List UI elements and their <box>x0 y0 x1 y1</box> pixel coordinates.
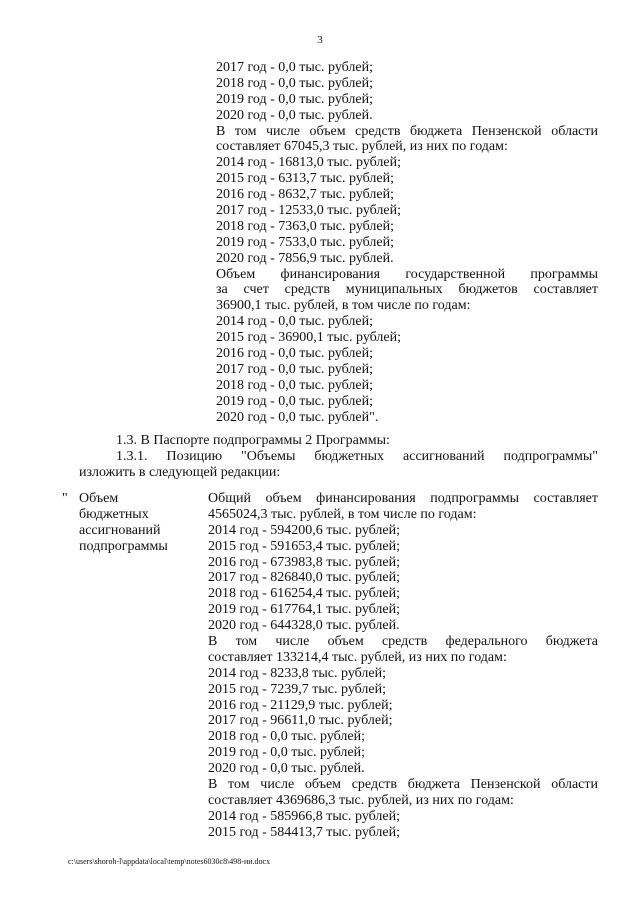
year-line: 2018 год - 0,0 тыс. рублей; <box>216 75 374 91</box>
paragraph-line: составляет 67045,3 тыс. рублей, из них по годам: <box>216 139 508 155</box>
subsection-instruction <box>79 449 598 465</box>
regional-budget-paragraph <box>216 124 598 156</box>
open-quote: " <box>62 491 68 506</box>
year-line: 2014 год - 0,0 тыс. рублей; <box>216 314 374 330</box>
paragraph-line: составляет 4369686,3 тыс. рублей, из них по годам: <box>208 792 514 808</box>
year-line: 2014 год - 16813,0 тыс. рублей; <box>216 155 402 171</box>
budget-allocation-label <box>79 491 189 555</box>
paragraph-line: Объем финансирования государственной программы <box>216 266 598 282</box>
year-list-b <box>216 155 598 266</box>
paragraph-line: В том числе объем средств федерального бюджета <box>208 634 598 650</box>
year-line: 2014 год - 594200,6 тыс. рублей; <box>208 522 401 538</box>
paragraph-line: 4565024,3 тыс. рублей, в том числе по годам: <box>208 506 477 522</box>
label-line: ассигнований <box>79 522 161 538</box>
year-line: 2020 год - 0,0 тыс. рублей. <box>216 107 373 123</box>
year-line: 2018 год - 7363,0 тыс. рублей; <box>216 218 395 234</box>
year-line: 2015 год - 591653,4 тыс. рублей; <box>208 538 401 554</box>
year-line: 2016 год - 21129,9 тыс. рублей; <box>208 697 393 713</box>
paragraph-line: Общий объем финансирования подпрограммы составляет <box>208 491 598 506</box>
instruction-line: изложить в следующей редакции: <box>79 464 281 480</box>
year-line: 2015 год - 6313,7 тыс. рублей; <box>216 171 395 187</box>
year-line: 2017 год - 12533,0 тыс. рублей; <box>216 203 402 219</box>
year-line: 2020 год - 0,0 тыс. рублей. <box>208 761 365 777</box>
budget-allocation-values <box>208 491 598 841</box>
year-line: 2019 год - 0,0 тыс. рублей; <box>216 91 374 107</box>
regional-budget-paragraph <box>208 777 598 809</box>
paragraph-line: В том числе объем средств бюджета Пензенской области <box>208 777 598 793</box>
year-list-a <box>216 60 598 124</box>
federal-year-list <box>208 666 598 777</box>
year-line: 2017 год - 0,0 тыс. рублей; <box>216 361 374 377</box>
section-heading: 1.3. В Паспорте подпрограммы 2 Программы: <box>116 433 390 448</box>
funding-continuation-block <box>216 60 598 425</box>
year-line: 2016 год - 673983,8 тыс. рублей; <box>208 554 401 570</box>
year-line: 2019 год - 7533,0 тыс. рублей; <box>216 234 395 250</box>
year-line: 2018 год - 0,0 тыс. рублей; <box>208 729 366 745</box>
year-line: 2019 год - 617764,1 тыс. рублей; <box>208 602 401 618</box>
paragraph-line: 36900,1 тыс. рублей, в том числе по годам: <box>216 298 471 314</box>
year-line: 2020 год - 0,0 тыс. рублей". <box>216 409 379 425</box>
section-1-3 <box>79 433 598 481</box>
year-line: 2020 год - 644328,0 тыс. рублей. <box>208 618 400 634</box>
instruction-line: 1.3.1. Позицию "Объемы бюджетных ассигнований подпрограммы" <box>116 448 598 464</box>
total-funding-paragraph <box>208 491 598 523</box>
year-line: 2015 год - 36900,1 тыс. рублей; <box>216 330 402 346</box>
total-year-list <box>208 523 598 634</box>
year-line: 2019 год - 0,0 тыс. рублей; <box>208 745 366 761</box>
paragraph-line: составляет 133214,4 тыс. рублей, из них по годам: <box>208 649 507 665</box>
year-line: 2014 год - 8233,8 тыс. рублей; <box>208 665 387 681</box>
year-line: 2015 год - 7239,7 тыс. рублей; <box>208 681 387 697</box>
regional-year-list <box>208 809 598 841</box>
year-line: 2016 год - 8632,7 тыс. рублей; <box>216 187 395 203</box>
year-line: 2014 год - 585966,8 тыс. рублей; <box>208 808 401 824</box>
year-line: 2017 год - 96611,0 тыс. рублей; <box>208 713 393 729</box>
year-line: 2018 год - 616254,4 тыс. рублей; <box>208 586 401 602</box>
label-line: подпрограммы <box>79 538 168 554</box>
file-path-footer: c:\users\shoroh-l\appdata\local\temp\notes6030c8\498-ии.docx <box>68 857 271 866</box>
year-line: 2017 год - 826840,0 тыс. рублей; <box>208 570 401 586</box>
municipal-budget-paragraph <box>216 267 598 315</box>
label-line: бюджетных <box>79 506 149 522</box>
year-list-c <box>216 314 598 425</box>
year-line: 2016 год - 0,0 тыс. рублей; <box>216 346 374 362</box>
page-number: 3 <box>317 34 323 46</box>
label-line: Объем <box>79 491 119 506</box>
federal-budget-paragraph <box>208 634 598 666</box>
paragraph-line: В том числе объем средств бюджета Пензенской области <box>216 123 598 139</box>
year-line: 2020 год - 7856,9 тыс. рублей. <box>216 250 394 266</box>
year-line: 2018 год - 0,0 тыс. рублей; <box>216 377 374 393</box>
year-line: 2015 год - 584413,7 тыс. рублей; <box>208 824 401 840</box>
year-line: 2019 год - 0,0 тыс. рублей; <box>216 393 374 409</box>
year-line: 2017 год - 0,0 тыс. рублей; <box>216 60 374 75</box>
paragraph-line: за счет средств муниципальных бюджетов составляет <box>216 282 598 298</box>
